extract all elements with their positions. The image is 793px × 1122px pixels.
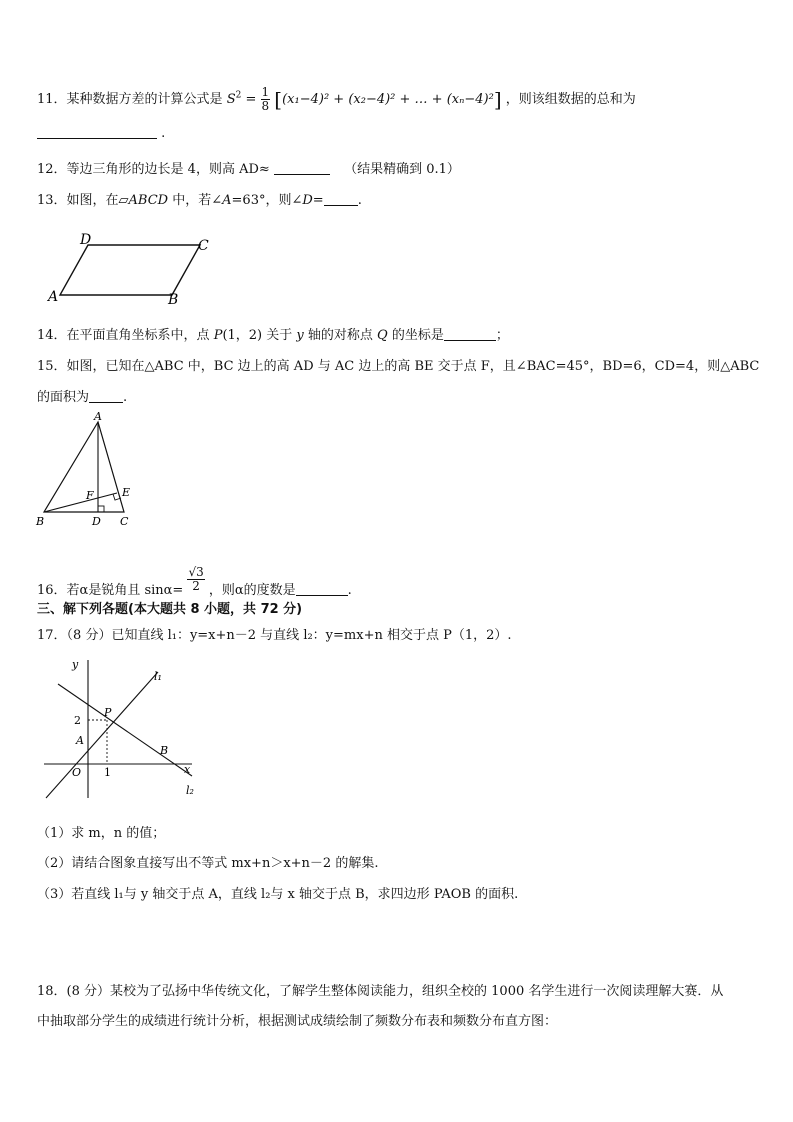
altitude-be xyxy=(44,493,117,512)
q12-hint: （结果精确到 0.1） xyxy=(344,162,460,177)
q13-answer-blank[interactable] xyxy=(324,193,358,206)
label-y: y xyxy=(72,658,79,671)
coordinate-graph-figure xyxy=(40,654,200,804)
q13-eq: = xyxy=(312,193,324,208)
q11-prefix: 11．某种数据方差的计算公式是 xyxy=(37,92,223,107)
label-b: B xyxy=(36,515,45,528)
q14-answer-blank[interactable] xyxy=(444,328,496,341)
parallelogram-shape xyxy=(60,245,200,295)
label-l1: l₁ xyxy=(154,670,162,683)
label-2: 2 xyxy=(74,714,81,727)
question-18-line2: 中抽取部分学生的成绩进行统计分析，根据测试成绩绘制了频数分布表和频数分布直方图： xyxy=(37,1014,558,1029)
q11-formula-body: (x₁−4)² + (x₂−4)² + … + (xₙ−4)² xyxy=(282,92,494,107)
q14-q: Q xyxy=(377,328,388,343)
q11-fraction xyxy=(261,86,271,113)
section-3-title: 三、解下列各题(本大题共 8 小题，共 72 分) xyxy=(37,602,303,617)
question-17-sub2: （2）请结合图象直接写出不等式 mx+n＞x+n－2 的解集. xyxy=(37,856,379,871)
q12-answer-blank[interactable] xyxy=(274,162,330,175)
q13-prefix: 13．如图，在▱ xyxy=(37,193,129,208)
q14-coord: (1，2) 关于 xyxy=(222,328,297,343)
label-l2: l₂ xyxy=(186,784,194,797)
q14-prefix: 14．在平面直角坐标系中，点 xyxy=(37,328,214,343)
label-p: P xyxy=(104,706,112,719)
q15-end: . xyxy=(123,390,128,405)
label-o: O xyxy=(72,766,82,779)
q14-mid: 轴的对称点 xyxy=(303,328,378,343)
q11-formula-sup: 2 xyxy=(235,90,242,101)
label-x: x xyxy=(184,763,191,776)
parallelogram-figure xyxy=(40,230,220,310)
question-18-line1: 18．(8 分）某校为了弘扬中华传统文化，了解学生整体阅读能力，组织全校的 1000 名学生进行一次阅读理解大赛．从 xyxy=(37,984,724,999)
q16-end: . xyxy=(347,583,352,598)
q11-formula-lhs: S xyxy=(226,92,236,107)
q13-val: =63°，则∠ xyxy=(231,193,303,208)
label-b: B xyxy=(168,292,179,308)
question-17-sub1: （1）求 m，n 的值； xyxy=(37,826,166,841)
label-1: 1 xyxy=(104,766,111,779)
label-c: C xyxy=(120,515,129,528)
question-12 xyxy=(37,158,460,177)
label-d: D xyxy=(92,515,101,528)
question-14 xyxy=(37,324,509,343)
label-a: A xyxy=(48,289,59,305)
question-17-sub3: （3）若直线 l₁与 y 轴交于点 A，直线 l₂与 x 轴交于点 B，求四边形 PAOB 的面积. xyxy=(37,887,519,902)
q16-prefix: 16．若α是锐角且 sinα= xyxy=(37,583,184,598)
q14-p: P xyxy=(213,328,223,343)
q15-answer-blank[interactable] xyxy=(89,390,123,403)
question-15-line1: 15．如图，已知在△ABC 中，BC 边上的高 AD 与 AC 边上的高 BE 交于点 F，且∠BAC=45°，BD=6，CD=4，则△ABC xyxy=(37,359,760,374)
q11-answer-blank[interactable] xyxy=(37,126,157,139)
question-13 xyxy=(37,189,362,208)
q14-semi: ； xyxy=(495,328,509,343)
q14-y: y xyxy=(296,328,304,343)
label-a: A xyxy=(94,410,102,423)
q16-frac-den: 2 xyxy=(192,579,200,593)
right-angle-d xyxy=(98,506,104,512)
label-b: B xyxy=(160,744,169,757)
question-16 xyxy=(37,566,352,598)
q16-fraction xyxy=(187,566,204,593)
label-d: D xyxy=(80,232,92,248)
q13-mid: 中，若∠ xyxy=(168,193,223,208)
q11-frac-num: 1 xyxy=(261,85,270,99)
line-l1 xyxy=(46,672,158,798)
q16-answer-blank[interactable] xyxy=(296,583,348,596)
q16-frac-num: √3 xyxy=(188,565,204,579)
label-a: A xyxy=(76,734,84,747)
triangle-abc xyxy=(44,422,124,512)
label-e: E xyxy=(122,486,131,499)
question-11: 11．某种数据方差的计算公式是 $S^2$ = $\frac{1}{8}$ [(x₁−4)² + (x₂−4)² + … + (xₙ−4)²] ，则该组数据的总和为 xyxy=(37,85,636,113)
q11-frac-den: 8 xyxy=(261,99,270,113)
q16-mid: ，则α的度数是 xyxy=(208,583,296,598)
question-17-stem: 17．（8 分）已知直线 l₁：y=x+n－2 与直线 l₂：y=mx+n 相交于点 P（1，2）. xyxy=(37,628,512,643)
q13-end: . xyxy=(357,193,362,208)
triangle-altitude-figure xyxy=(34,408,144,533)
q11-equals: = xyxy=(245,92,257,107)
q13-angle-d: D xyxy=(302,193,313,208)
label-c: C xyxy=(198,238,209,254)
q12-text: 12．等边三角形的边长是 4，则高 AD≈ xyxy=(37,162,270,177)
q13-angle-a: A xyxy=(222,193,232,208)
label-f: F xyxy=(86,489,94,502)
q13-abcd: ABCD xyxy=(128,193,169,208)
q11-end: . xyxy=(161,126,166,141)
q14-end: 的坐标是 xyxy=(387,328,444,343)
q11-suffix: ，则该组数据的总和为 xyxy=(505,92,636,107)
q15-line2: 的面积为 xyxy=(37,390,90,405)
question-15-line2 xyxy=(37,386,127,405)
question-11-line2 xyxy=(37,126,165,141)
